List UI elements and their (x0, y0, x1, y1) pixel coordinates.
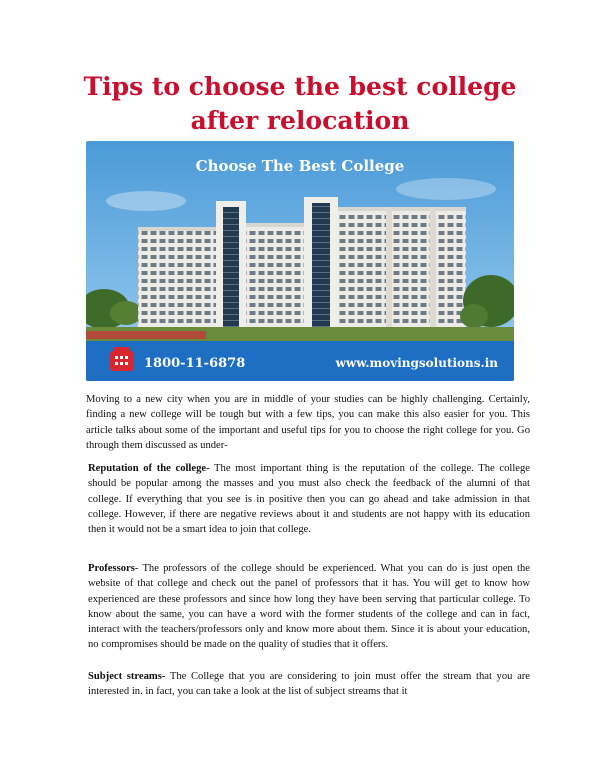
section-subject-streams (88, 669, 530, 700)
section-text: The most important thing is the reputation of the college. The college should be popular among the masses and you must also check the feedback of the alumni of that college. If everything that you see is in positive then you can go ahead and take admission in that college. However, if there are negative reviews about it and students are not happy with its education then it would not be a smart idea to join that college. (88, 463, 530, 536)
section-heading: Reputation of the college- (88, 463, 210, 474)
section-text: - The professors of the college should be experienced. What you can do is just open the website of that college and check out the panel of professors that it has. You will get to know how experienced are these professors and since how long they have been serving that particular college. To know about the same, you can have a word with the former students of the college and can in fact, interact with the teachers/professors only and know more about them. Since it is about your education, no compromises should be made on the quality of studies that it offers. (88, 563, 530, 651)
college-banner-image (86, 141, 514, 381)
section-professors (88, 561, 530, 653)
banner-website: www.movingsolutions.in (335, 356, 498, 370)
section-text: The College that you are considering to join must offer the stream that you are interested in. in fact, you can take a look at the list of subject streams that it (88, 671, 530, 698)
intro-paragraph: Moving to a new city when you are in middle of your studies can be highly challenging. Certainly, finding a new college will be tough but with a few tips, you can make this also easier for you. This article talks about some of the important and useful tips for you to choose the right college for you. Go through them discussed as under- (86, 394, 530, 451)
section-reputation (88, 461, 530, 537)
section-heading: Professors (88, 563, 135, 574)
banner-phone: 1800-11-6878 (144, 356, 246, 371)
banner-heading: Choose The Best College (195, 157, 405, 175)
page-title: Tips to choose the best college after relocation (83, 72, 517, 135)
section-heading: Subject streams- (88, 671, 166, 682)
